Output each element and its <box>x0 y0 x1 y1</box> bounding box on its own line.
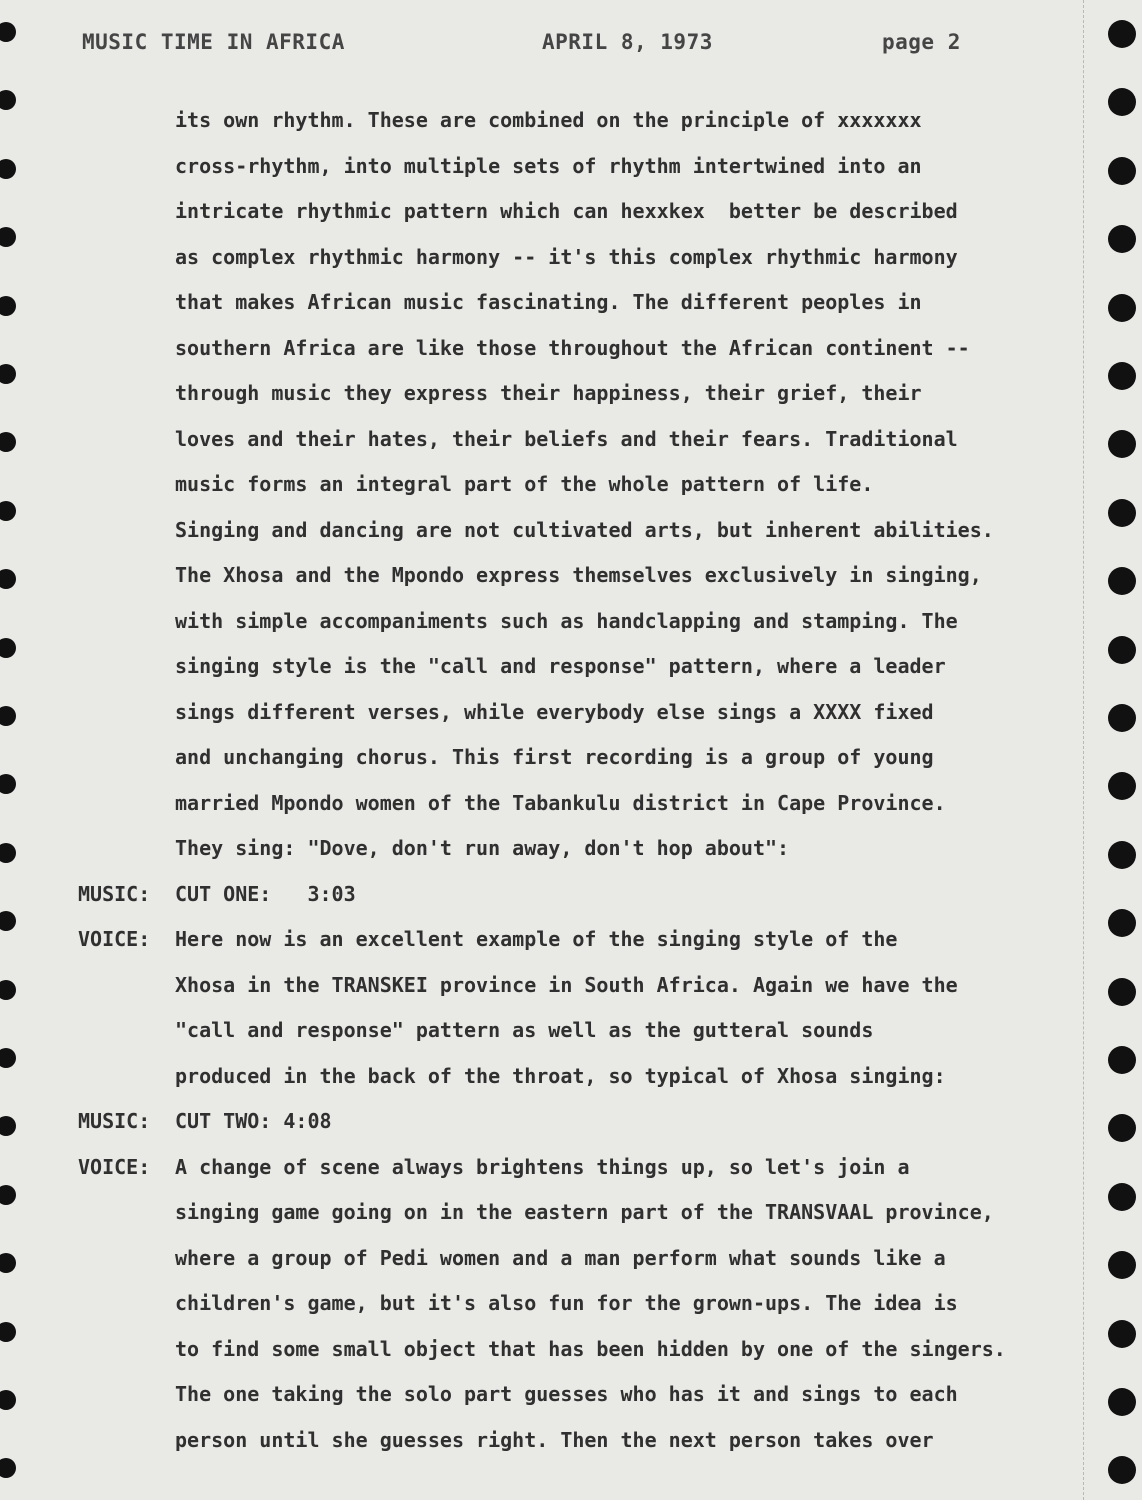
line-text: cross-rhythm, into multiple sets of rhythm intertwined into an <box>175 153 922 178</box>
text-line <box>78 963 1088 1009</box>
feed-hole <box>1108 20 1136 48</box>
text-line <box>78 462 1088 508</box>
text-line <box>78 144 1088 190</box>
feed-hole <box>0 980 16 1000</box>
line-text: through music they express their happiness, their grief, their <box>175 381 922 405</box>
line-text: Singing and dancing are not cultivated arts, but inherent abilities. <box>175 517 994 542</box>
text-line <box>78 1054 1088 1100</box>
line-text: as complex rhythmic harmony -- it's this complex rhythmic harmony <box>175 244 958 269</box>
cue-label: VOICE: <box>78 927 151 951</box>
cue-line <box>78 872 1088 918</box>
line-text: The Xhosa and the Mpondo express themselves exclusively in singing, <box>175 563 982 587</box>
line-text: "call and response" pattern as well as the gutteral sounds <box>175 1018 874 1042</box>
cue-label: VOICE: <box>78 1154 151 1179</box>
feed-hole <box>0 1116 16 1136</box>
line-text: CUT TWO: 4:08 <box>175 1109 332 1133</box>
feed-hole <box>1108 88 1136 116</box>
line-text: its own rhythm. These are combined on the principle of xxxxxxx <box>175 108 922 132</box>
feed-hole <box>1108 225 1136 253</box>
text-line <box>78 1190 1088 1236</box>
cue-label: MUSIC: <box>78 881 151 906</box>
cue-line <box>78 1145 1088 1191</box>
feed-hole <box>0 227 16 247</box>
script-body <box>78 98 1088 1463</box>
line-text: Here now is an excellent example of the singing style of the <box>175 927 898 951</box>
feed-hole <box>1108 1046 1136 1074</box>
feed-hole <box>1108 1114 1136 1142</box>
feed-hole <box>0 22 16 42</box>
text-line <box>78 1008 1088 1054</box>
feed-hole <box>1108 909 1136 937</box>
text-line <box>78 371 1088 417</box>
left-tractor-feed-holes <box>0 0 24 1500</box>
text-line <box>78 98 1088 144</box>
line-text: southern Africa are like those throughout the African continent -- <box>175 335 970 360</box>
feed-hole <box>1108 157 1136 185</box>
feed-hole <box>1108 1183 1136 1211</box>
text-line <box>78 781 1088 827</box>
text-line <box>78 508 1088 554</box>
text-line <box>78 553 1088 599</box>
feed-hole <box>1108 362 1136 390</box>
feed-hole <box>1108 1388 1136 1416</box>
text-line <box>78 1418 1088 1464</box>
feed-hole <box>0 1253 16 1273</box>
feed-hole <box>0 706 16 726</box>
line-text: The one taking the solo part guesses who has it and sings to each <box>175 1382 958 1406</box>
line-text: loves and their hates, their beliefs and their fears. Traditional <box>175 426 958 451</box>
line-text: They sing: "Dove, don't run away, don't hop about": <box>175 836 790 860</box>
line-text: singing game going on in the eastern part of the TRANSVAAL province, <box>175 1200 994 1224</box>
feed-hole <box>1108 1320 1136 1348</box>
feed-hole <box>0 1322 16 1342</box>
feed-hole <box>1108 841 1136 869</box>
text-line <box>78 826 1088 872</box>
feed-hole <box>0 1458 16 1478</box>
cue-label: MUSIC: <box>78 1109 151 1133</box>
broadcast-date: APRIL 8, 1973 <box>542 30 713 54</box>
feed-hole <box>1108 430 1136 458</box>
line-text: Xhosa in the TRANSKEI province in South Africa. Again we have the <box>175 972 958 997</box>
cue-line <box>78 917 1088 963</box>
feed-hole <box>0 1185 16 1205</box>
feed-hole <box>1108 567 1136 595</box>
line-text: where a group of Pedi women and a man perform what sounds like a <box>175 1245 946 1270</box>
text-line <box>78 644 1088 690</box>
line-text: music forms an integral part of the whole pattern of life. <box>175 472 874 496</box>
line-text: produced in the back of the throat, so typical of Xhosa singing: <box>175 1063 946 1088</box>
program-title: MUSIC TIME IN AFRICA <box>82 30 345 54</box>
line-text: singing style is the "call and response" pattern, where a leader <box>175 654 946 678</box>
feed-hole <box>0 774 16 794</box>
line-text: intricate rhythmic pattern which can hexxkex better be described <box>175 199 958 223</box>
feed-hole <box>0 911 16 931</box>
line-text: to find some small object that has been hidden by one of the singers. <box>175 1336 1006 1361</box>
text-line <box>78 735 1088 781</box>
feed-hole <box>0 432 16 452</box>
feed-hole <box>0 1048 16 1068</box>
text-line <box>78 690 1088 736</box>
text-line <box>78 1372 1088 1418</box>
feed-hole <box>1108 636 1136 664</box>
feed-hole <box>1108 1251 1136 1279</box>
text-line <box>78 280 1088 326</box>
feed-hole <box>0 90 16 110</box>
line-text: person until she guesses right. Then the next person takes over <box>175 1427 934 1452</box>
text-line <box>78 189 1088 235</box>
feed-hole <box>0 159 16 179</box>
page-number: page 2 <box>882 30 961 54</box>
feed-hole <box>0 501 16 521</box>
text-line <box>78 326 1088 372</box>
feed-hole <box>1108 772 1136 800</box>
feed-hole <box>0 843 16 863</box>
feed-hole <box>1108 1456 1136 1484</box>
line-text: and unchanging chorus. This first recording is a group of young <box>175 745 934 769</box>
text-line <box>78 1327 1088 1373</box>
feed-hole <box>1108 499 1136 527</box>
line-text: sings different verses, while everybody else sings a XXXX fixed <box>175 699 934 724</box>
line-text: children's game, but it's also fun for the grown-ups. The idea is <box>175 1291 958 1315</box>
feed-hole <box>1108 978 1136 1006</box>
feed-hole <box>1108 294 1136 322</box>
text-line <box>78 1236 1088 1282</box>
text-line <box>78 1281 1088 1327</box>
cue-line <box>78 1099 1088 1145</box>
text-line <box>78 599 1088 645</box>
text-line <box>78 235 1088 281</box>
line-text: with simple accompaniments such as handclapping and stamping. The <box>175 608 958 633</box>
page-header <box>82 30 982 60</box>
line-text: CUT ONE: 3:03 <box>175 881 356 906</box>
line-text: that makes African music fascinating. The different peoples in <box>175 290 922 314</box>
feed-hole <box>0 296 16 316</box>
text-line <box>78 417 1088 463</box>
line-text: married Mpondo women of the Tabankulu district in Cape Province. <box>175 790 946 815</box>
feed-hole <box>1108 704 1136 732</box>
right-tractor-feed-holes <box>1100 0 1142 1500</box>
feed-hole <box>0 638 16 658</box>
feed-hole <box>0 569 16 589</box>
feed-hole <box>0 364 16 384</box>
line-text: A change of scene always brightens things up, so let's join a <box>175 1154 910 1179</box>
feed-hole <box>0 1390 16 1410</box>
